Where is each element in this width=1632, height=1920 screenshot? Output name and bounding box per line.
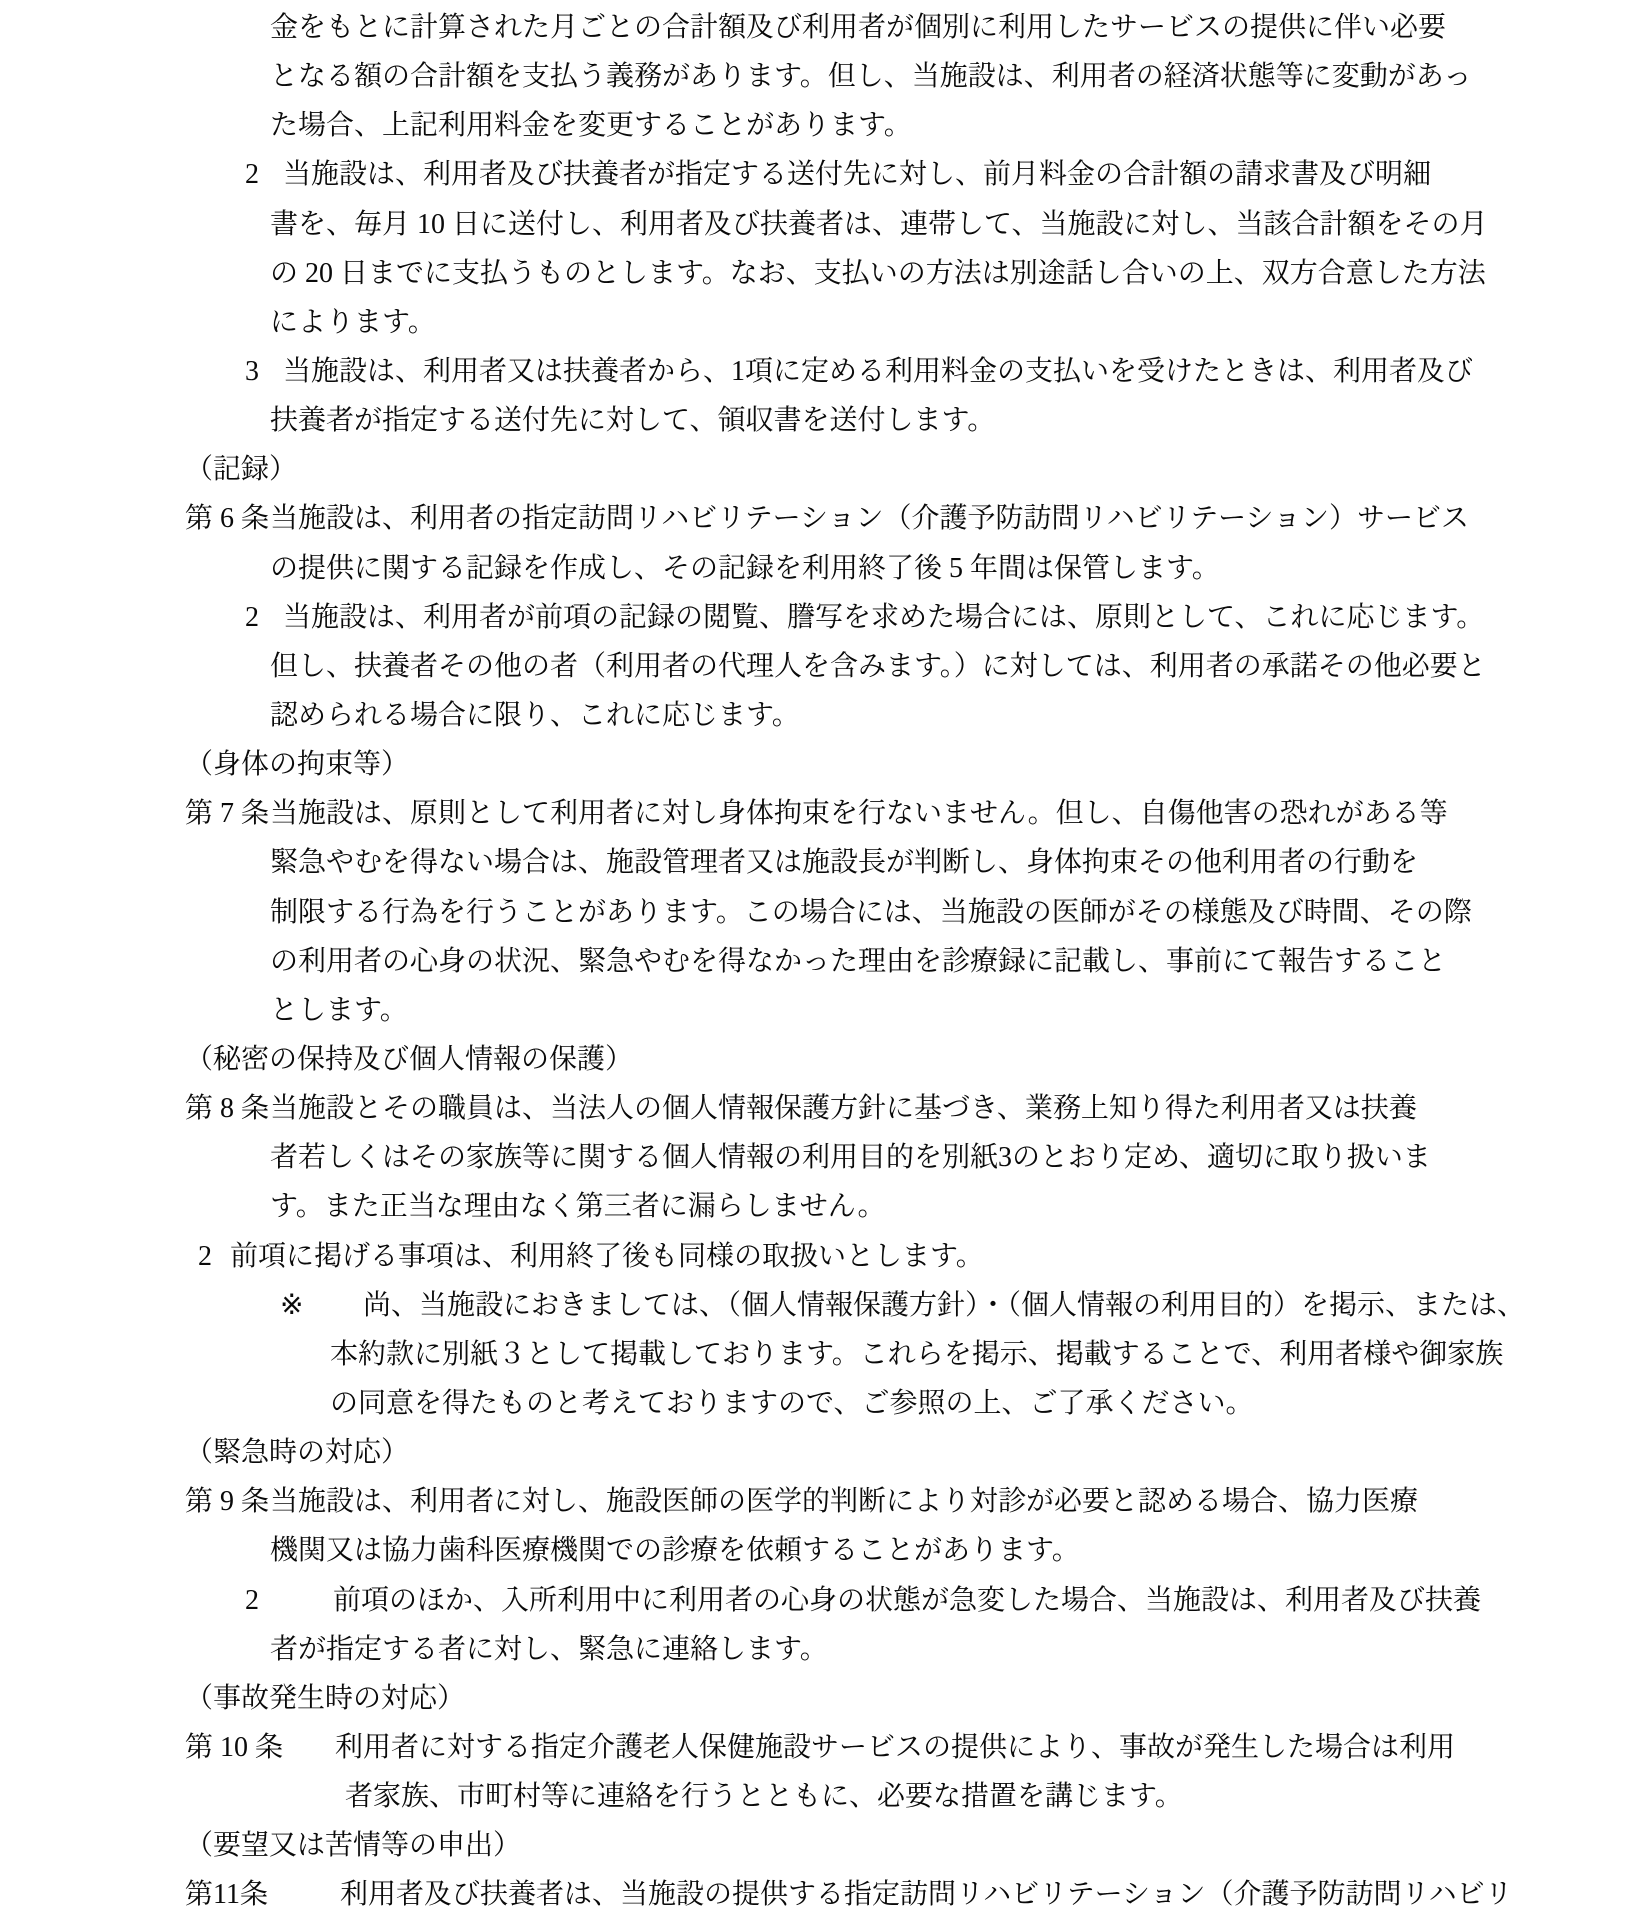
article-line: [0, 1723, 1632, 1772]
line-text: の 20 日までに支払うものとします。なお、支払いの方法は別途話し合いの上、双方合意した方法: [270, 257, 1486, 289]
line-text: （身体の拘束等）: [185, 749, 410, 781]
continuation-line: [0, 642, 1632, 691]
article-line: [0, 1084, 1632, 1133]
section-heading: [0, 740, 1632, 789]
line-text: の利用者の心身の状況、緊急やむを得なかった理由を診療録に記載し、事前にて報告すること: [270, 945, 1447, 977]
item-number: 2: [245, 159, 259, 191]
note-continuation-line: [0, 1379, 1632, 1428]
continuation-line: [0, 1772, 1632, 1821]
line-text: の同意を得たものと考えておりますので、ご参照の上、ご了承ください。: [330, 1387, 1254, 1419]
line-text: 書を、毎月 10 日に送付し、利用者及び扶養者は、連帯して、当施設に対し、当該合計額をその月: [270, 208, 1488, 240]
line-text: （記録）: [185, 454, 298, 486]
clause-number: 第11条: [185, 1879, 268, 1911]
section-heading: [0, 1035, 1632, 1084]
line-text: 利用者に対する指定介護老人保健施設サービスの提供により、事故が発生した場合は利用: [335, 1731, 1456, 1763]
item-number: 2: [245, 601, 259, 633]
note-marker: ※: [280, 1289, 304, 1321]
line-text: 前項のほか、入所利用中に利用者の心身の状態が急変した場合、当施設は、利用者及び扶養: [333, 1584, 1482, 1616]
line-text: （秘密の保持及び個人情報の保護）: [185, 1043, 634, 1075]
article-line: [0, 1477, 1632, 1526]
continuation-line: [0, 200, 1632, 249]
line-text: 当施設は、利用者及び扶養者が指定する送付先に対し、前月料金の合計額の請求書及び明細: [283, 159, 1432, 191]
sub-item-line: [0, 347, 1632, 396]
clause-number: 第 8 条: [185, 1093, 270, 1125]
line-text: 当施設は、利用者に対し、施設医師の医学的判断により対診が必要と認める場合、協力医療: [270, 1486, 1419, 1518]
line-text: 者家族、市町村等に連絡を行うとともに、必要な措置を講じます。: [345, 1781, 1183, 1813]
line-text: す。また正当な理由なく第三者に漏らしません。: [270, 1191, 886, 1223]
continuation-line: [0, 838, 1632, 887]
continuation-line: [0, 52, 1632, 101]
continuation-line: [0, 544, 1632, 593]
line-text: 者若しくはその家族等に関する個人情報の利用目的を別紙3のとおり定め、適切に取り扱いま: [270, 1142, 1431, 1174]
continuation-line: [0, 888, 1632, 937]
continuation-line: [0, 986, 1632, 1035]
continuation-line: [0, 1133, 1632, 1182]
line-text: 利用者及び扶養者は、当施設の提供する指定訪問リハビリテーション（介護予防訪問リハビリ: [340, 1879, 1513, 1911]
line-text: 前項に掲げる事項は、利用終了後も同様の取扱いとします。: [230, 1240, 984, 1272]
line-text: 当施設は、原則として利用者に対し身体拘束を行ないません。但し、自傷他害の恐れがある等: [270, 798, 1448, 830]
sub-item-line: [0, 1232, 1632, 1281]
article-line: [0, 789, 1632, 838]
line-text: 当施設は、利用者が前項の記録の閲覧、謄写を求めた場合には、原則として、これに応じます。: [283, 601, 1485, 633]
continuation-line: [0, 1182, 1632, 1231]
line-text: （要望又は苦情等の申出）: [185, 1830, 522, 1862]
line-text: 尚、当施設におきましては、（個人情報保護方針）・（個人情報の利用目的）を掲示、または、: [363, 1289, 1526, 1321]
sub-item-line: [0, 1576, 1632, 1625]
line-text: （緊急時の対応）: [185, 1437, 410, 1469]
line-text: とします。: [270, 994, 408, 1026]
clause-number: 第 9 条: [185, 1486, 270, 1518]
item-number: 2: [245, 1584, 259, 1616]
line-text: 機関又は協力歯科医療機関での診療を依頼することがあります。: [270, 1535, 1080, 1567]
line-text: 緊急やむを得ない場合は、施設管理者又は施設長が判断し、身体拘束その他利用者の行動を: [270, 847, 1419, 879]
line-text: によります。: [270, 306, 436, 338]
continuation-line: [0, 249, 1632, 298]
line-text: 本約款に別紙３として掲載しております。これらを掲示、掲載することで、利用者様や御家族: [330, 1338, 1504, 1370]
line-text: 金をもとに計算された月ごとの合計額及び利用者が個別に利用したサービスの提供に伴い必要: [270, 12, 1447, 43]
continuation-line: [0, 3, 1632, 52]
continuation-line: [0, 396, 1632, 445]
line-text: 者が指定する者に対し、緊急に連絡します。: [270, 1633, 828, 1665]
line-text: 当施設とその職員は、当法人の個人情報保護方針に基づき、業務上知り得た利用者又は扶養: [270, 1093, 1417, 1125]
clause-number: 第 6 条: [185, 503, 270, 535]
continuation-line: [0, 1625, 1632, 1674]
line-text: 認められる場合に限り、これに応じます。: [270, 699, 800, 731]
line-text: となる額の合計額を支払う義務があります。但し、当施設は、利用者の経済状態等に変動があっ: [270, 61, 1472, 93]
line-text: 扶養者が指定する送付先に対して、領収書を送付します。: [270, 405, 996, 437]
sub-item-line: [0, 150, 1632, 199]
clause-number: 第 7 条: [185, 798, 270, 830]
item-number: 3: [245, 355, 259, 387]
note-continuation-line: [0, 1330, 1632, 1379]
continuation-line: [0, 298, 1632, 347]
line-text: 制限する行為を行うことがあります。この場合には、当施設の医師がその様態及び時間、その際: [270, 896, 1472, 928]
section-heading: [0, 1674, 1632, 1723]
section-heading: [0, 445, 1632, 494]
line-text: 但し、扶養者その他の者（利用者の代理人を含みます。）に対しては、利用者の承諾その他必要と: [270, 650, 1486, 682]
item-number: 2: [198, 1240, 212, 1272]
sub-item-line: [0, 593, 1632, 642]
article-line: [0, 494, 1632, 543]
line-text: （事故発生時の対応）: [185, 1682, 466, 1714]
line-text: た場合、上記利用料金を変更することがあります。: [270, 110, 912, 142]
contract-text-body: [0, 3, 1632, 1919]
note-line: [0, 1281, 1632, 1330]
continuation-line: [0, 691, 1632, 740]
clause-number: 第 10 条: [185, 1731, 284, 1763]
article-line: [0, 1870, 1632, 1919]
continuation-line: [0, 1526, 1632, 1575]
section-heading: [0, 1428, 1632, 1477]
line-text: 当施設は、利用者又は扶養者から、1項に定める利用料金の支払いを受けたときは、利用者及び: [283, 355, 1474, 387]
line-text: の提供に関する記録を作成し、その記録を利用終了後 5 年間は保管します。: [270, 552, 1220, 584]
continuation-line: [0, 937, 1632, 986]
line-text: 当施設は、利用者の指定訪問リハビリテーション（介護予防訪問リハビリテーション）サービス: [270, 503, 1469, 535]
continuation-line: [0, 101, 1632, 150]
section-heading: [0, 1821, 1632, 1870]
